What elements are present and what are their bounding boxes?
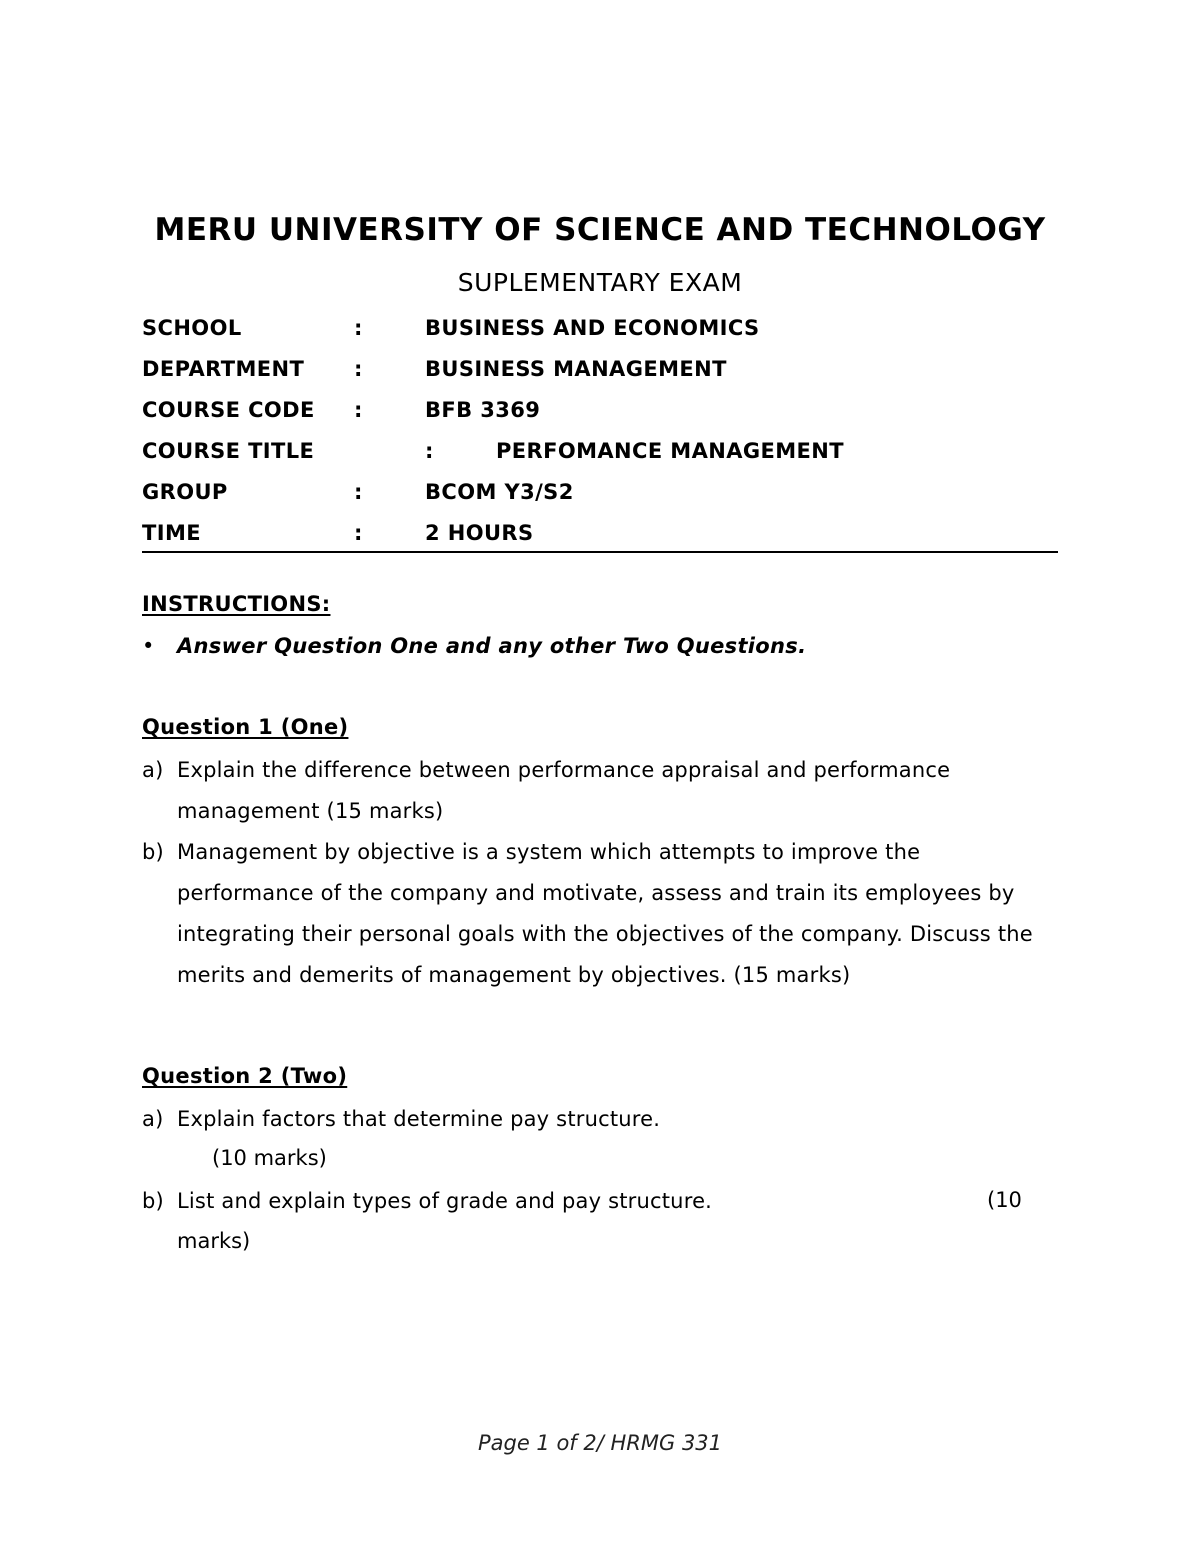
university-title: MERU UNIVERSITY OF SCIENCE AND TECHNOLOGY (154, 212, 1046, 248)
question-2a-marks: (10 marks) (212, 1146, 327, 1170)
part-text: List and explain types of grade and pay structure. (177, 1189, 713, 1213)
info-separator: : (425, 439, 434, 463)
exam-type: SUPLEMENTARY EXAM (457, 268, 743, 297)
header-divider (142, 551, 1058, 553)
part-letter: b) (142, 1189, 164, 1213)
question-1b (142, 832, 1062, 996)
info-separator: : (354, 480, 363, 504)
info-label: DEPARTMENT (142, 357, 305, 381)
instructions-heading: INSTRUCTIONS: (142, 592, 331, 616)
info-label: COURSE CODE (142, 398, 315, 422)
info-value: BUSINESS AND ECONOMICS (425, 316, 760, 340)
question-1a (142, 750, 1062, 832)
info-label: GROUP (142, 480, 228, 504)
part-text: Explain the difference between performance appraisal and performance management (15 marks) (177, 758, 951, 823)
info-separator: : (354, 316, 363, 340)
part-letter: a) (142, 1107, 164, 1131)
info-separator: : (354, 357, 363, 381)
bullet-icon: • (142, 634, 155, 658)
info-value: BFB 3369 (425, 398, 541, 422)
question-2-heading: Question 2 (Two) (142, 1064, 348, 1088)
question-2a (142, 1099, 1062, 1140)
part-text: Management by objective is a system which attempts to improve the performance of the company and motivate, assess and train its employees by integrating their personal goals with the objectives of the company. Discuss the merits and demerits of management by objectives. (15 marks) (177, 840, 1033, 987)
part-letter: b) (142, 840, 164, 864)
info-label: COURSE TITLE (142, 439, 315, 463)
part-text: Explain factors that determine pay structure. (177, 1107, 661, 1131)
info-label: TIME (142, 521, 201, 545)
info-separator: : (354, 521, 363, 545)
question-2b (142, 1181, 1062, 1222)
part-letter: a) (142, 758, 164, 782)
info-separator: : (354, 398, 363, 422)
info-value: 2 HOURS (425, 521, 534, 545)
page-footer: Page 1 of 2/ HRMG 331 (477, 1431, 723, 1455)
question-2b-marks-end: marks) (177, 1229, 251, 1253)
info-value: PERFOMANCE MANAGEMENT (496, 439, 844, 463)
info-value: BCOM Y3/S2 (425, 480, 574, 504)
info-value: BUSINESS MANAGEMENT (425, 357, 727, 381)
question-2b-marks-start: (10 (987, 1188, 1022, 1212)
question-1-heading: Question 1 (One) (142, 715, 349, 739)
instruction-text: Answer Question One and any other Two Questions. (177, 634, 807, 658)
info-label: SCHOOL (142, 316, 242, 340)
